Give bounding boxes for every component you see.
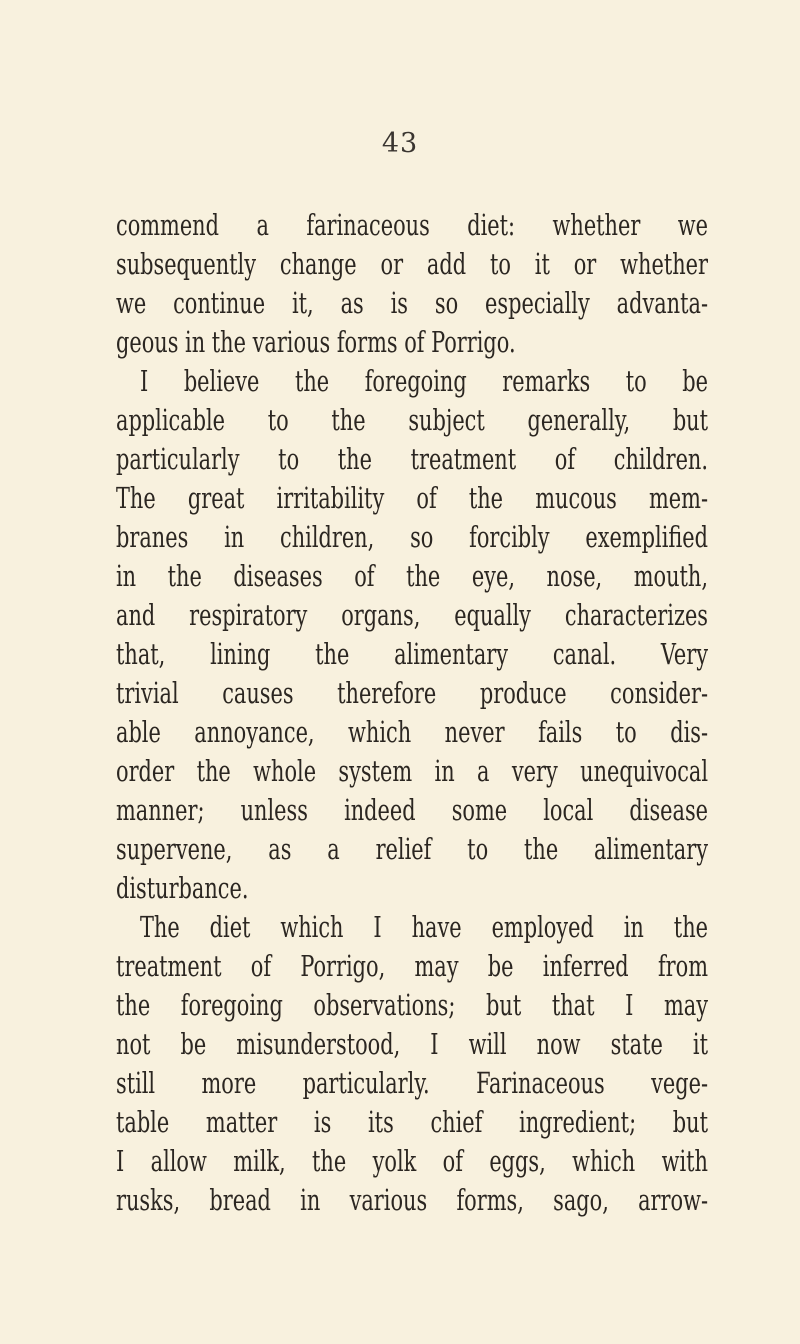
text-line: in the diseases of the eye, nose, mouth, xyxy=(116,559,708,593)
text-line: manner; unless indeed some local disease xyxy=(116,793,708,827)
text-line: I believe the foregoing remarks to be xyxy=(140,364,708,398)
text-line: and respiratory organs, equally characterizes xyxy=(116,598,708,632)
text-line: trivial causes therefore produce consider- xyxy=(116,676,708,710)
text-line: treatment of Porrigo, may be inferred from xyxy=(116,949,708,983)
text-line: still more particularly. Farinaceous vege- xyxy=(116,1066,708,1100)
text-line: able annoyance, which never fails to dis- xyxy=(116,715,708,749)
text-line: order the whole system in a very unequivocal xyxy=(116,754,708,788)
text-line: The diet which I have employed in the xyxy=(140,910,708,944)
text-line: I allow milk, the yolk of eggs, which with xyxy=(116,1144,708,1178)
text-line: we continue it, as is so especially advanta- xyxy=(116,286,708,320)
text-line: branes in children, so forcibly exemplified xyxy=(116,520,708,554)
page-number: 43 xyxy=(381,128,419,159)
text-line: not be misunderstood, I will now state it xyxy=(116,1027,708,1061)
body-text xyxy=(116,206,708,1220)
text-line: commend a farinaceous diet: whether we xyxy=(116,208,708,242)
text-line: supervene, as a relief to the alimentary xyxy=(116,832,708,866)
text-line: the foregoing observations; but that I may xyxy=(116,988,708,1022)
text-line: subsequently change or add to it or whether xyxy=(116,247,708,281)
text-line: that, lining the alimentary canal. Very xyxy=(116,637,708,671)
text-line: rusks, bread in various forms, sago, arrow- xyxy=(116,1183,708,1217)
text-line: geous in the various forms of Porrigo. xyxy=(116,325,516,359)
text-line: table matter is its chief ingredient; but xyxy=(116,1105,708,1139)
text-line: applicable to the subject generally, but xyxy=(116,403,708,437)
text-line: The great irritability of the mucous mem- xyxy=(116,481,708,515)
text-line: disturbance. xyxy=(116,871,249,905)
text-line: particularly to the treatment of children. xyxy=(116,442,708,476)
